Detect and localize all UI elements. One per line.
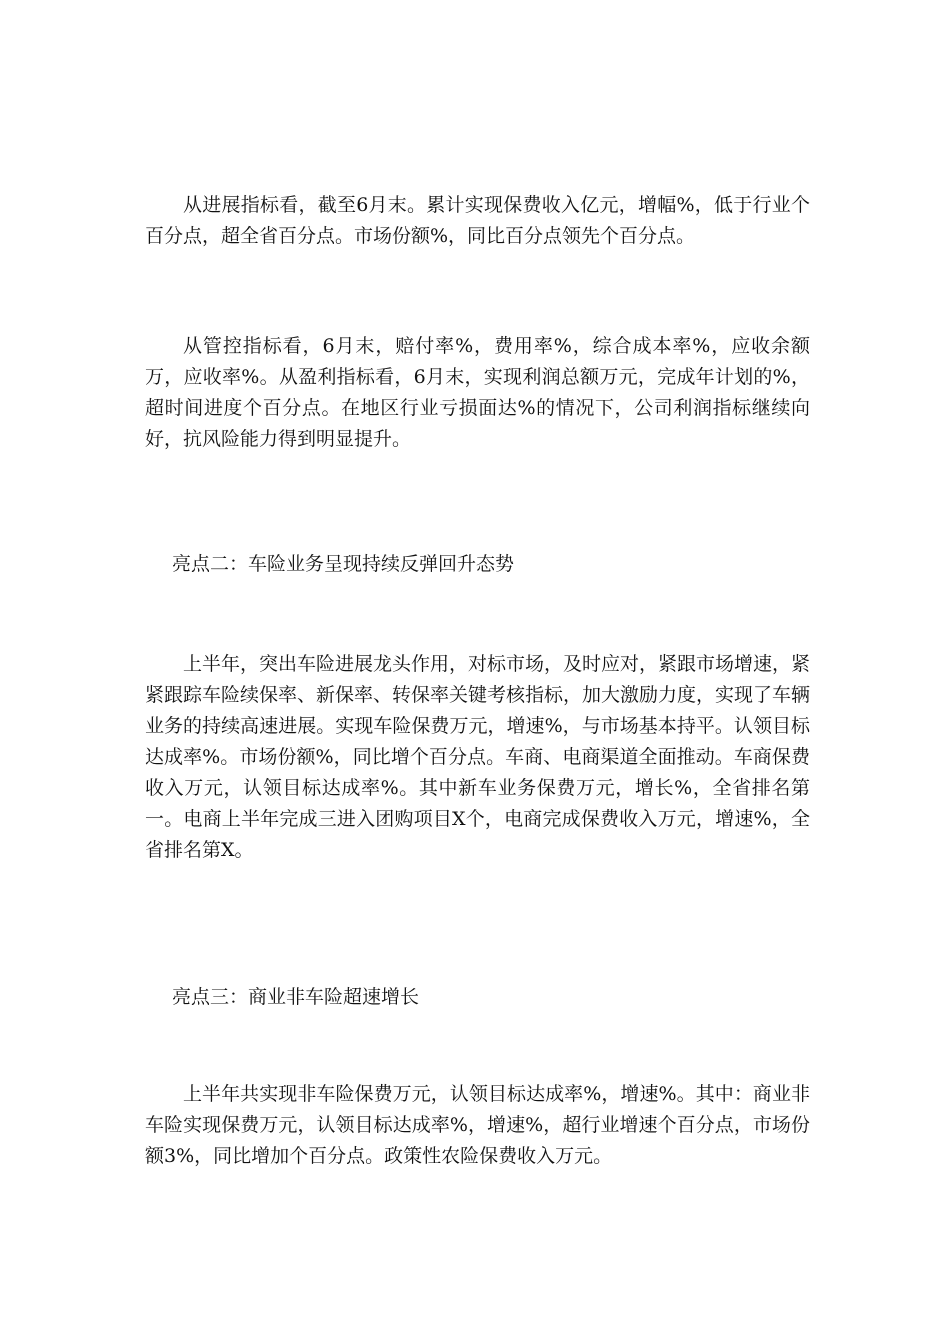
- paragraph-non-auto-insurance: 上半年共实现非车险保费万元，认领目标达成率%，增速%。其中：商业非车险实现保费万元，认领目标达成率%，增速%，超行业增速个百分点，市场份额3%，同比增加个百分点。政策性农险保费收入万元。: [145, 1083, 810, 1167]
- heading-highlight-three: 亮点三：商业非车险超速增长: [172, 986, 420, 1008]
- paragraph-auto-insurance: 上半年，突出车险进展龙头作用，对标市场，及时应对，紧跟市场增速，紧紧跟踪车险续保率、新保率、转保率关键考核指标，加大激励力度，实现了车辆业务的持续高速进展。实现车险保费万元，增速%，与市场基本持平。认领目标达成率%。市场份额%，同比增个百分点。车商、电商渠道全面推动。车商保费收入万元，认领目标达成率%。其中新车业务保费万元，增长%，全省排名第一。电商上半年完成三进入团购项目X个，电商完成保费收入万元，增速%，全省排名第X。: [145, 653, 811, 861]
- paragraph-control-indicators: 从管控指标看，6月末，赔付率%，费用率%，综合成本率%，应收余额万，应收率%。从盈利指标看，6月末，实现利润总额万元，完成年计划的%，超时间进度个百分点。在地区行业亏损面达%的情况下，公司利润指标继续向好，抗风险能力得到明显提升。: [145, 335, 810, 450]
- paragraph-progress-indicators: 从进展指标看，截至6月末。累计实现保费收入亿元，增幅%，低于行业个百分点，超全省百分点。市场份额%，同比百分点领先个百分点。: [145, 194, 810, 247]
- heading-highlight-two: 亮点二：车险业务呈现持续反弹回升态势: [172, 553, 515, 575]
